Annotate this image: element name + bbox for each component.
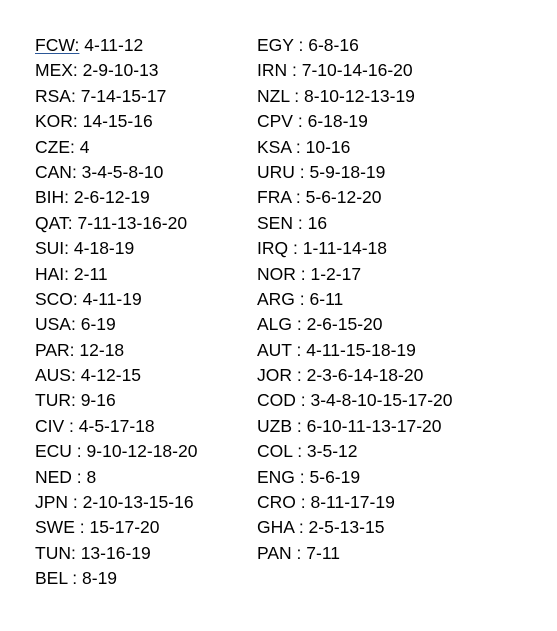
team-numbers: 10-16 — [300, 136, 351, 157]
team-numbers: 4 — [74, 136, 90, 157]
team-numbers: 5-9-18-19 — [304, 161, 386, 182]
team-code: ECU : — [35, 441, 82, 462]
left-column — [35, 33, 197, 592]
team-numbers: 15-17-20 — [84, 517, 160, 538]
team-code: CRO : — [257, 492, 306, 513]
team-numbers: 6-19 — [75, 314, 116, 335]
team-numbers: 6-18-19 — [302, 111, 368, 132]
team-numbers: 4-12-15 — [75, 365, 142, 386]
team-entry — [35, 566, 197, 591]
team-numbers: 8-10-12-13-19 — [299, 85, 415, 106]
team-code: SCO: — [35, 288, 78, 309]
team-code: JPN : — [35, 492, 78, 513]
team-numbers: 3-5-12 — [302, 441, 358, 462]
team-numbers: 8 — [81, 466, 97, 487]
team-entry — [35, 388, 197, 413]
team-entry — [35, 515, 197, 540]
team-code: PAR: — [35, 339, 75, 360]
team-code: SEN : — [257, 212, 303, 233]
team-entry — [257, 388, 453, 413]
team-code: AUS: — [35, 365, 76, 386]
team-entry — [257, 135, 453, 160]
team-numbers: 7-10-14-16-20 — [296, 60, 413, 81]
team-entry — [35, 465, 197, 490]
team-numbers: 4-11-15-18-19 — [301, 339, 416, 360]
team-entry — [35, 439, 197, 464]
team-code: RSA: — [35, 85, 76, 106]
team-entry — [35, 236, 197, 261]
team-numbers: 12-18 — [74, 339, 125, 360]
team-code: BEL : — [35, 568, 78, 589]
team-code: USA: — [35, 314, 76, 335]
team-numbers: 5-6-12-20 — [300, 187, 382, 208]
team-code: CIV : — [35, 415, 74, 436]
team-code: SWE : — [35, 517, 85, 538]
team-entry — [35, 160, 197, 185]
team-code: IRQ : — [257, 238, 298, 259]
team-entry — [257, 363, 453, 388]
team-entry — [35, 185, 197, 210]
team-code: PAN : — [257, 542, 302, 563]
team-code: ALG : — [257, 314, 302, 335]
right-column — [257, 33, 453, 566]
team-code: KOR: — [35, 111, 78, 132]
team-numbers: 7-14-15-17 — [75, 85, 167, 106]
team-numbers: 13-16-19 — [75, 542, 151, 563]
team-code: UZB : — [257, 415, 302, 436]
team-entry — [35, 541, 197, 566]
team-numbers: 2-11 — [69, 263, 108, 284]
team-numbers: 16 — [302, 212, 328, 233]
team-entry — [257, 490, 453, 515]
team-code: NZL : — [257, 85, 300, 106]
team-numbers: 7-11-13-16-20 — [72, 212, 188, 233]
team-entry — [257, 185, 453, 210]
team-numbers: 4-11-19 — [77, 288, 142, 309]
team-code: EGY : — [257, 35, 304, 55]
team-entry — [35, 58, 197, 83]
team-code: CZE: — [35, 136, 75, 157]
team-code: ENG : — [257, 466, 305, 487]
team-code: JOR : — [257, 365, 302, 386]
team-code: NOR : — [257, 263, 306, 284]
team-entry — [257, 541, 453, 566]
team-code: SUI: — [35, 238, 70, 259]
team-numbers: 1-2-17 — [305, 263, 362, 284]
team-numbers: 8-11-17-19 — [305, 492, 395, 513]
team-code: FRA : — [257, 187, 301, 208]
team-entry — [257, 439, 453, 464]
team-entry — [257, 236, 453, 261]
team-entry — [257, 515, 453, 540]
team-code: CPV : — [257, 111, 303, 132]
team-code: BIH: — [35, 187, 70, 208]
team-code: HAI: — [35, 263, 70, 284]
team-code: TUN: — [35, 542, 76, 563]
team-numbers: 3-4-5-8-10 — [76, 161, 164, 182]
team-entry — [35, 363, 197, 388]
team-entry — [257, 109, 453, 134]
team-code: KSA : — [257, 136, 301, 157]
team-numbers: 2-9-10-13 — [77, 60, 159, 81]
team-numbers: 1-11-14-18 — [297, 238, 388, 259]
team-numbers: 6-11 — [304, 288, 344, 309]
team-entry — [257, 287, 453, 312]
team-entry — [257, 58, 453, 83]
team-entry — [257, 33, 453, 58]
team-entry — [35, 490, 197, 515]
team-code: FCW: — [35, 35, 80, 55]
team-numbers: 2-5-13-15 — [303, 517, 385, 538]
team-entry — [257, 312, 453, 337]
team-code: GHA : — [257, 517, 304, 538]
team-entry — [35, 312, 197, 337]
team-code: ARG : — [257, 288, 305, 309]
team-entry — [35, 84, 197, 109]
team-entry — [35, 211, 197, 236]
team-numbers: 4-5-17-18 — [73, 415, 155, 436]
team-entry — [257, 465, 453, 490]
team-numbers: 3-4-8-10-15-17-20 — [305, 390, 453, 411]
team-code: COD : — [257, 390, 306, 411]
team-code: MEX: — [35, 60, 78, 81]
team-numbers: 9-10-12-18-20 — [81, 441, 198, 462]
team-numbers: 6-8-16 — [303, 35, 359, 55]
team-numbers: 2-10-13-15-16 — [77, 492, 194, 513]
team-numbers: 4-11-12 — [79, 35, 144, 55]
team-entry — [35, 135, 197, 160]
team-numbers: 2-6-15-20 — [301, 314, 383, 335]
team-code: NED : — [35, 466, 82, 487]
team-code: QAT: — [35, 212, 73, 233]
team-entry — [257, 262, 453, 287]
team-entry — [257, 338, 453, 363]
team-code: IRN : — [257, 60, 297, 81]
team-entry — [35, 262, 197, 287]
team-entry — [35, 33, 197, 58]
team-entry — [35, 287, 197, 312]
team-code: COL : — [257, 441, 303, 462]
team-code: CAN: — [35, 161, 77, 182]
team-code: TUR: — [35, 390, 76, 411]
team-numbers: 4-18-19 — [69, 238, 135, 259]
team-entry — [257, 414, 453, 439]
team-code: AUT : — [257, 339, 302, 360]
team-entry — [257, 211, 453, 236]
team-entry — [257, 84, 453, 109]
team-numbers: 14-15-16 — [77, 111, 153, 132]
team-entry — [35, 109, 197, 134]
team-numbers: 6-10-11-13-17-20 — [301, 415, 442, 436]
team-numbers: 7-11 — [301, 542, 341, 563]
team-entry — [35, 338, 197, 363]
team-numbers: 2-6-12-19 — [69, 187, 150, 208]
team-entry — [257, 160, 453, 185]
team-numbers: 5-6-19 — [304, 466, 361, 487]
team-entry — [35, 414, 197, 439]
team-numbers: 9-16 — [75, 390, 116, 411]
team-numbers: 2-3-6-14-18-20 — [301, 365, 424, 386]
team-numbers: 8-19 — [77, 568, 118, 589]
team-code: URU : — [257, 161, 305, 182]
